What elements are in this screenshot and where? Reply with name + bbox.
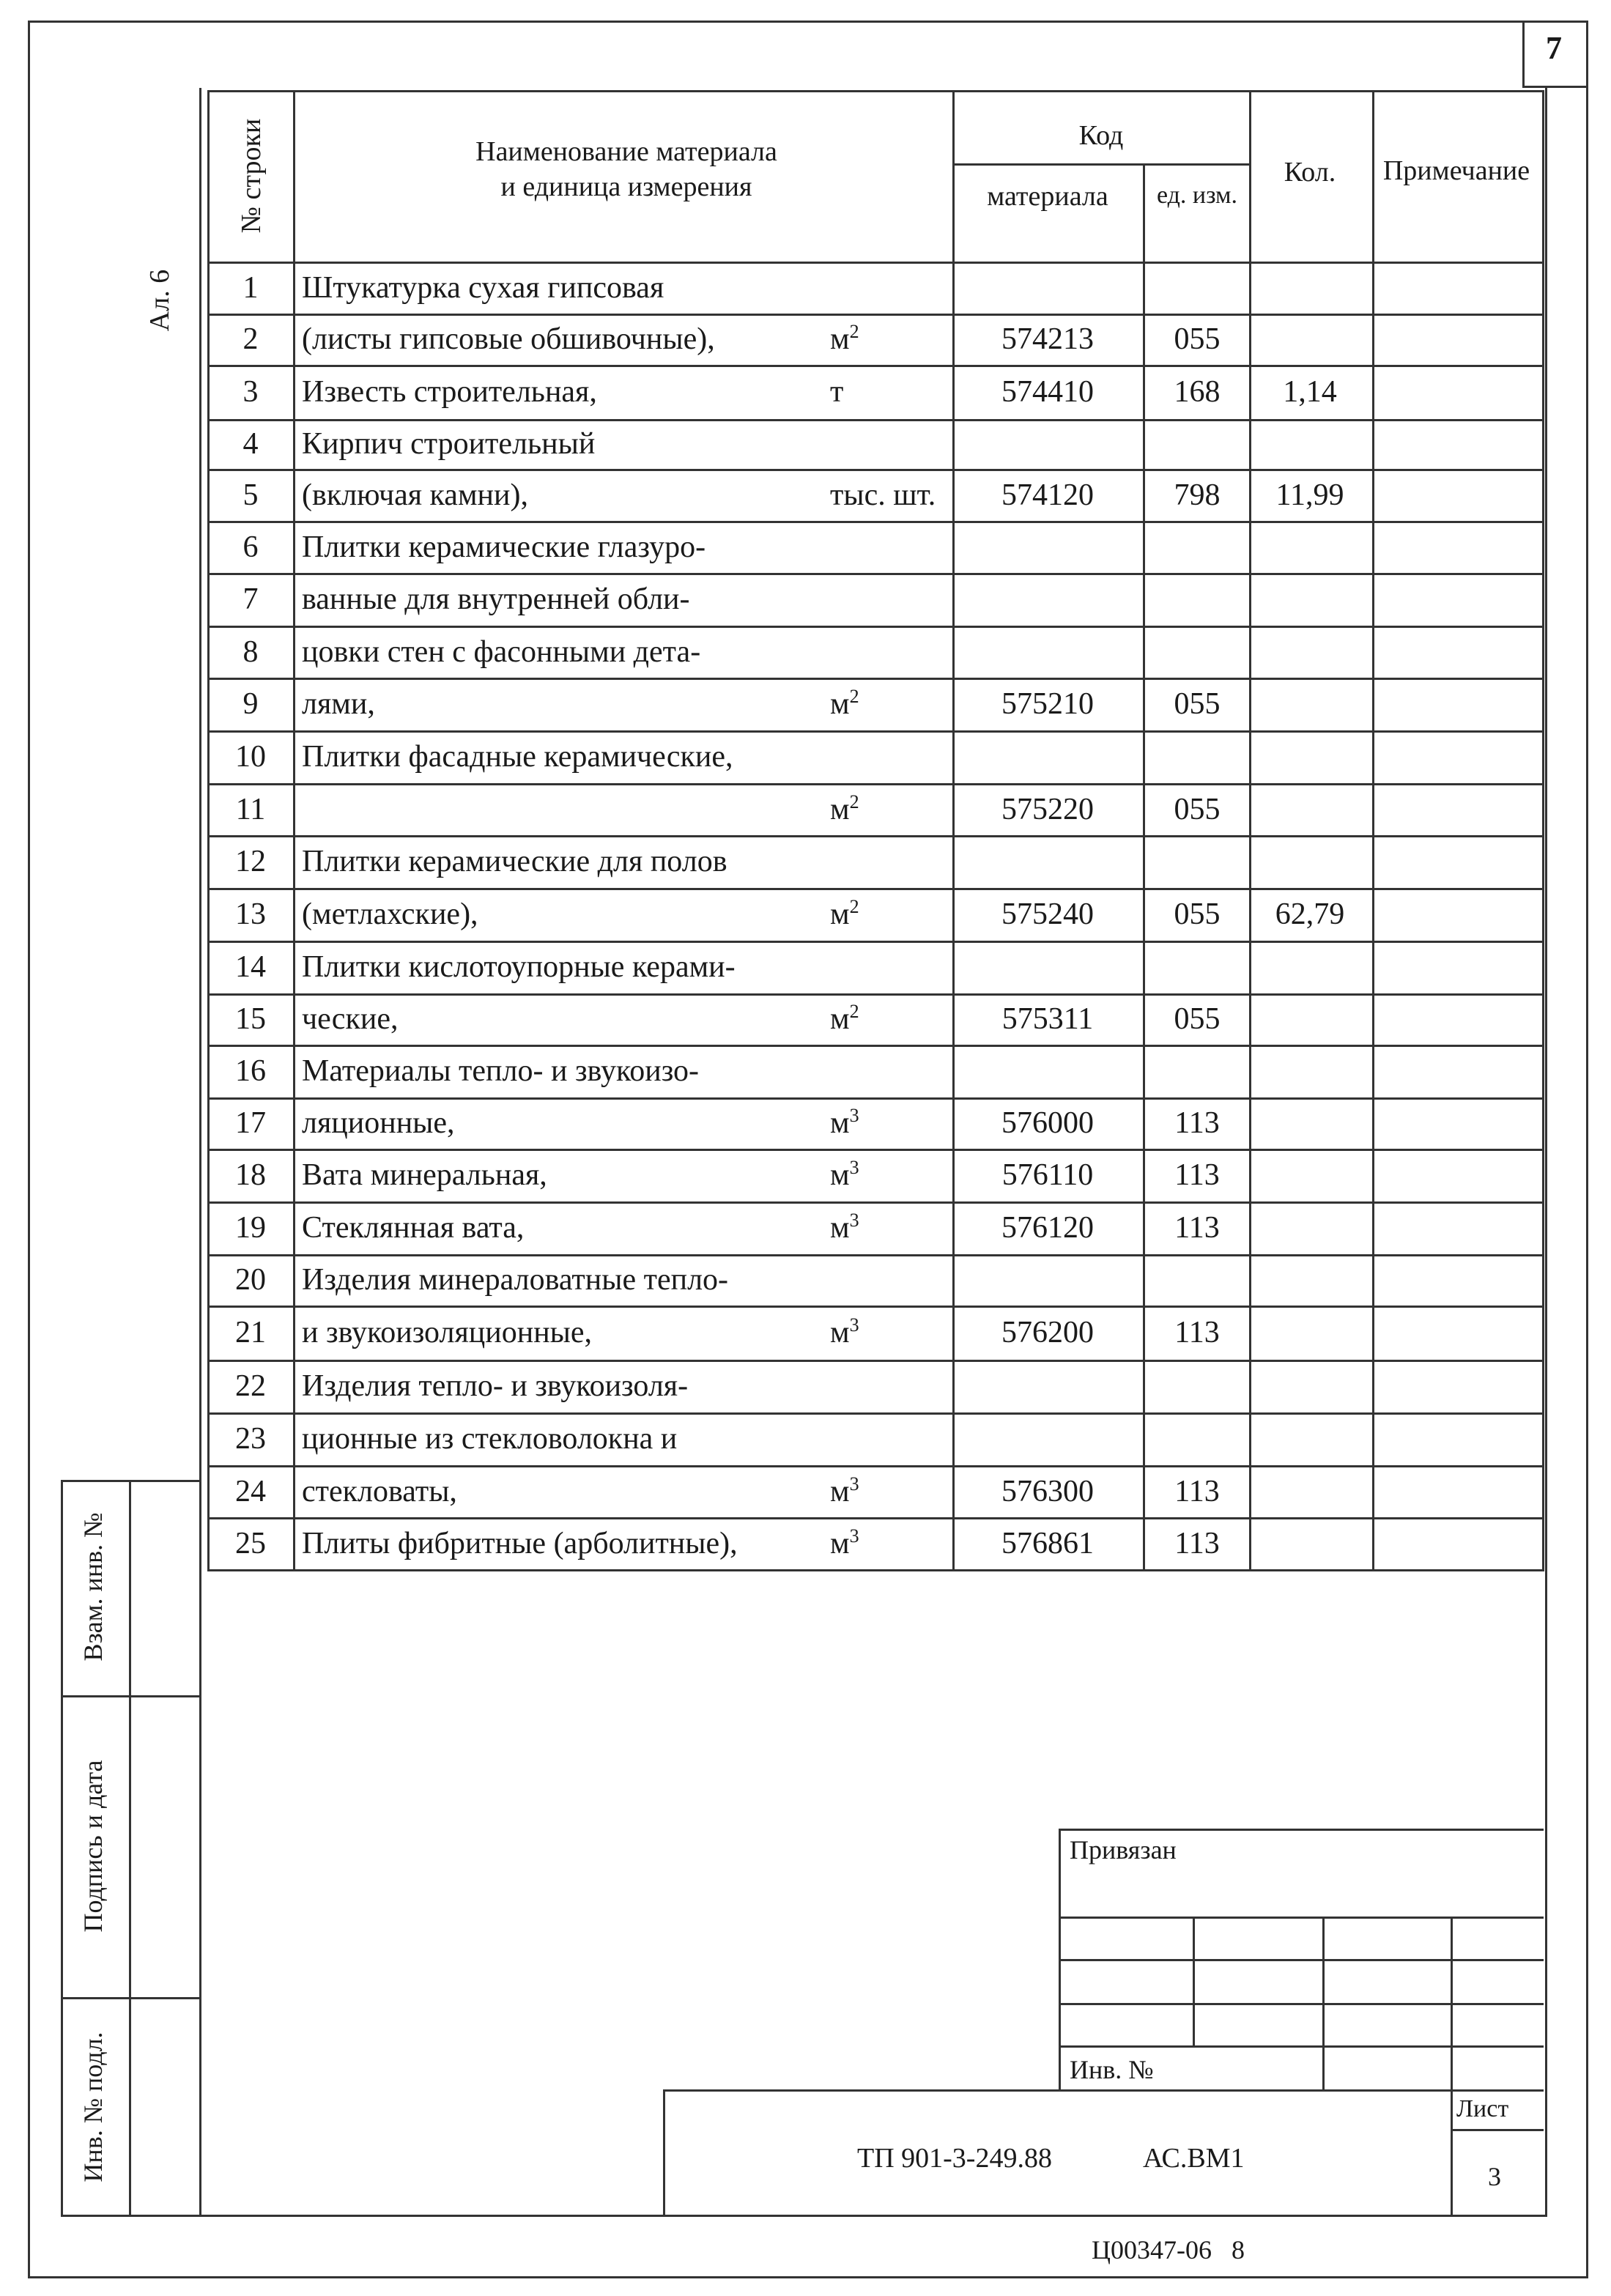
material-name: Штукатурка сухая гипсовая bbox=[302, 270, 664, 305]
quantity: 1,14 bbox=[1283, 375, 1337, 409]
row-separator bbox=[207, 783, 1544, 785]
unit-of-measure: $м^2$ bbox=[830, 1001, 859, 1036]
material-code: 576120 bbox=[1001, 1211, 1094, 1245]
row-separator bbox=[207, 573, 1544, 575]
unit-code: 055 bbox=[1174, 322, 1221, 356]
privyazan-col-2 bbox=[1322, 1917, 1325, 2089]
material-code: 576861 bbox=[1001, 1526, 1094, 1560]
unit-code: 113 bbox=[1174, 1474, 1220, 1508]
row-separator bbox=[207, 1149, 1544, 1151]
privyazan-label: Привязан bbox=[1070, 1835, 1177, 1864]
header-bottom-line bbox=[207, 262, 1544, 264]
row-separator bbox=[207, 469, 1544, 471]
row-number: 2 bbox=[242, 322, 259, 356]
row-number: 14 bbox=[235, 950, 266, 984]
material-name: ляционные, bbox=[302, 1106, 455, 1140]
unit-of-measure: $м^2$ bbox=[830, 321, 859, 356]
material-name: ционные из стекловолокна и bbox=[302, 1422, 678, 1456]
unit-code: 113 bbox=[1174, 1158, 1220, 1192]
unit-exponent: 3 bbox=[849, 1105, 859, 1126]
footer-code: Ц00347-06 8 bbox=[1092, 2235, 1245, 2264]
row-separator bbox=[207, 1254, 1544, 1256]
stamp-vzam: Взам. инв. № bbox=[78, 1512, 108, 1662]
row-separator bbox=[207, 365, 1544, 367]
material-name: цовки стен с фасонными дета- bbox=[302, 634, 701, 669]
material-code: 576110 bbox=[1001, 1158, 1094, 1192]
col-divider-qty bbox=[1249, 90, 1251, 1571]
header-qty: Кол. bbox=[1284, 157, 1336, 188]
material-name: Плитки керамические для полов bbox=[302, 845, 727, 878]
row-separator bbox=[207, 314, 1544, 316]
unit-exponent: 3 bbox=[849, 1525, 859, 1547]
unit-of-measure: $м^2$ bbox=[830, 896, 859, 931]
row-separator bbox=[207, 941, 1544, 943]
unit-of-measure: $м^3$ bbox=[830, 1157, 859, 1192]
row-number: 22 bbox=[235, 1369, 266, 1403]
row-number: 15 bbox=[235, 1002, 266, 1036]
side-stamp bbox=[61, 1480, 201, 2217]
row-number: 10 bbox=[235, 740, 266, 774]
unit-of-measure: $м^2$ bbox=[830, 686, 859, 721]
unit-exponent: 2 bbox=[849, 1001, 859, 1022]
code-subheader-line bbox=[952, 163, 1251, 166]
privyazan-col-1 bbox=[1193, 1917, 1195, 2047]
unit-code: 113 bbox=[1174, 1316, 1220, 1349]
privyazan-grid-line-3 bbox=[1059, 2003, 1544, 2005]
row-separator bbox=[207, 835, 1544, 837]
material-name: Изделия минераловатные тепло- bbox=[302, 1263, 729, 1297]
inv-no-label: Инв. № bbox=[1070, 2055, 1154, 2084]
material-name: лями, bbox=[302, 687, 375, 721]
unit-code: 113 bbox=[1174, 1106, 1220, 1140]
unit-code: 113 bbox=[1174, 1211, 1220, 1245]
row-number: 13 bbox=[235, 897, 266, 931]
material-name: ванные для внутренней обли- bbox=[302, 582, 690, 616]
unit-exponent: 3 bbox=[849, 1210, 859, 1231]
row-number: 18 bbox=[235, 1158, 266, 1192]
row-separator bbox=[207, 888, 1544, 890]
material-name: и звукоизоляционные, bbox=[302, 1316, 593, 1349]
row-separator bbox=[207, 1569, 1544, 1571]
row-number: 3 bbox=[242, 375, 259, 409]
row-separator bbox=[207, 1306, 1544, 1308]
row-separator bbox=[207, 521, 1544, 523]
row-number: 7 bbox=[242, 582, 259, 616]
material-code: 575311 bbox=[1001, 1002, 1094, 1036]
col-divider-code bbox=[952, 90, 955, 1571]
unit-exponent: 2 bbox=[849, 686, 859, 707]
unit-of-measure: $м^3$ bbox=[830, 1105, 859, 1140]
row-separator bbox=[207, 678, 1544, 680]
row-number: 12 bbox=[235, 845, 266, 878]
col-divider-name bbox=[293, 90, 295, 1571]
row-separator bbox=[207, 1360, 1544, 1362]
material-name: Кирпич строительный bbox=[302, 427, 596, 461]
header-code-material: материала bbox=[987, 181, 1108, 212]
privyazan-top-line bbox=[1059, 1829, 1544, 1831]
row-number: 25 bbox=[235, 1526, 266, 1560]
unit-code: 055 bbox=[1174, 792, 1221, 826]
unit-of-measure: т bbox=[830, 375, 844, 409]
row-separator bbox=[207, 1412, 1544, 1415]
col-divider-note bbox=[1372, 90, 1374, 1571]
side-stamp-row-line-1 bbox=[61, 1695, 201, 1697]
row-number: 19 bbox=[235, 1211, 266, 1245]
unit-exponent: 2 bbox=[849, 321, 859, 342]
unit-of-measure: $м^3$ bbox=[830, 1525, 859, 1560]
material-name: Вата минеральная, bbox=[302, 1158, 547, 1192]
stamp-podpis: Подпись и дата bbox=[78, 1760, 108, 1933]
unit-code: 055 bbox=[1174, 897, 1221, 931]
material-code: 576000 bbox=[1001, 1106, 1094, 1140]
sheet-label: Лист bbox=[1456, 2095, 1509, 2122]
privyazan-col-3 bbox=[1451, 1917, 1453, 2089]
row-separator bbox=[207, 1097, 1544, 1100]
row-number: 20 bbox=[235, 1263, 266, 1297]
unit-of-measure: $м^2$ bbox=[830, 790, 859, 826]
material-name: (включая камни), bbox=[302, 478, 528, 512]
quantity: 62,79 bbox=[1275, 897, 1345, 931]
unit-code: 168 bbox=[1174, 375, 1221, 409]
material-code: 574410 bbox=[1001, 375, 1094, 409]
material-code: 574213 bbox=[1001, 322, 1094, 356]
material-name: Изделия тепло- и звукоизоля- bbox=[302, 1369, 689, 1403]
unit-exponent: 3 bbox=[849, 1314, 859, 1336]
material-name: (метлахские), bbox=[302, 897, 478, 931]
privyazan-grid-line-1 bbox=[1059, 1917, 1544, 1919]
material-name: Плитки керамические глазуро- bbox=[302, 530, 706, 564]
material-name: Известь строительная, bbox=[302, 375, 597, 409]
unit-exponent: 2 bbox=[849, 896, 859, 917]
header-row-no: № строки bbox=[236, 118, 267, 234]
main-stamp-top-line bbox=[663, 2089, 1544, 2092]
row-separator bbox=[207, 1517, 1544, 1519]
row-separator bbox=[207, 419, 1544, 421]
unit-exponent: 3 bbox=[849, 1473, 859, 1495]
material-name: Плитки кислотоупорные керами- bbox=[302, 950, 736, 984]
row-number: 11 bbox=[235, 792, 266, 826]
col-divider-right bbox=[1542, 90, 1544, 1571]
material-name: Материалы тепло- и звукоизо- bbox=[302, 1054, 700, 1088]
doc-mark: АС.ВМ1 bbox=[1143, 2143, 1245, 2174]
sheet-box-left-line bbox=[1451, 2089, 1453, 2217]
page-number: 7 bbox=[1546, 30, 1562, 66]
unit-code: 055 bbox=[1174, 687, 1221, 721]
unit-of-measure: $м^3$ bbox=[830, 1473, 859, 1508]
material-name: Стеклянная вата, bbox=[302, 1211, 525, 1245]
row-number: 1 bbox=[242, 270, 259, 305]
header-code-unit: ед. изм. bbox=[1156, 182, 1238, 209]
header-code: Код bbox=[1078, 120, 1124, 151]
side-stamp-row-line-2 bbox=[61, 1997, 201, 1999]
doc-code: ТП 901-3-249.88 bbox=[857, 2143, 1052, 2174]
row-separator bbox=[207, 1465, 1544, 1467]
album-label: Ал. 6 bbox=[144, 269, 175, 332]
col-divider-left bbox=[207, 90, 210, 1571]
material-code: 575210 bbox=[1001, 687, 1094, 721]
unit-code: 798 bbox=[1174, 478, 1221, 512]
unit-of-measure: $м^3$ bbox=[830, 1314, 859, 1349]
material-code: 576300 bbox=[1001, 1474, 1094, 1508]
row-number: 23 bbox=[235, 1422, 266, 1456]
row-number: 8 bbox=[242, 634, 259, 669]
unit-exponent: 2 bbox=[849, 790, 859, 812]
material-name: Плиты фибритные (арболитные), bbox=[302, 1526, 738, 1560]
sheet-value: 3 bbox=[1488, 2162, 1501, 2191]
side-stamp-divider bbox=[129, 1480, 131, 2217]
row-number: 24 bbox=[235, 1474, 266, 1508]
material-name: Плитки фасадные керамические, bbox=[302, 740, 733, 774]
material-code: 575220 bbox=[1001, 792, 1094, 826]
row-number: 21 bbox=[235, 1316, 266, 1349]
code-subheader-divider bbox=[1143, 164, 1145, 262]
row-number: 9 bbox=[242, 687, 259, 721]
row-separator bbox=[207, 1201, 1544, 1204]
material-name: (листы гипсовые обшивочные), bbox=[302, 322, 715, 356]
row-number: 17 bbox=[235, 1106, 266, 1140]
material-code: 576200 bbox=[1001, 1316, 1094, 1349]
row-separator bbox=[207, 1045, 1544, 1047]
header-name-line1: Наименование материала bbox=[475, 136, 777, 167]
quantity: 11,99 bbox=[1275, 478, 1344, 512]
material-code: 575240 bbox=[1001, 897, 1094, 931]
row-separator bbox=[207, 993, 1544, 996]
row-separator bbox=[207, 626, 1544, 628]
table-top-border bbox=[207, 90, 1544, 92]
material-name: ческие, bbox=[302, 1002, 399, 1036]
row-number: 6 bbox=[242, 530, 259, 564]
row-number: 4 bbox=[242, 427, 259, 461]
row-number: 5 bbox=[242, 478, 259, 512]
unit-code: 055 bbox=[1174, 1002, 1221, 1036]
stamp-inv-podl: Инв. № подл. bbox=[78, 2032, 108, 2182]
unit-of-measure: тыс. шт. bbox=[830, 478, 936, 512]
row-separator bbox=[207, 730, 1544, 733]
sheet-box-divider bbox=[1451, 2129, 1544, 2131]
header-name-line2: и единица измерения bbox=[500, 171, 752, 202]
material-code: 574120 bbox=[1001, 478, 1094, 512]
col-divider-unit bbox=[1143, 262, 1145, 1571]
unit-code: 113 bbox=[1174, 1526, 1220, 1560]
main-stamp-left-line bbox=[663, 2089, 665, 2217]
privyazan-grid-line-2 bbox=[1059, 1959, 1544, 1961]
unit-of-measure: $м^3$ bbox=[830, 1210, 859, 1245]
material-name: стекловаты, bbox=[302, 1474, 457, 1508]
unit-exponent: 3 bbox=[849, 1157, 859, 1178]
header-note: Примечание bbox=[1382, 155, 1530, 186]
privyazan-grid-line-4 bbox=[1059, 2045, 1544, 2048]
row-number: 16 bbox=[235, 1054, 266, 1088]
